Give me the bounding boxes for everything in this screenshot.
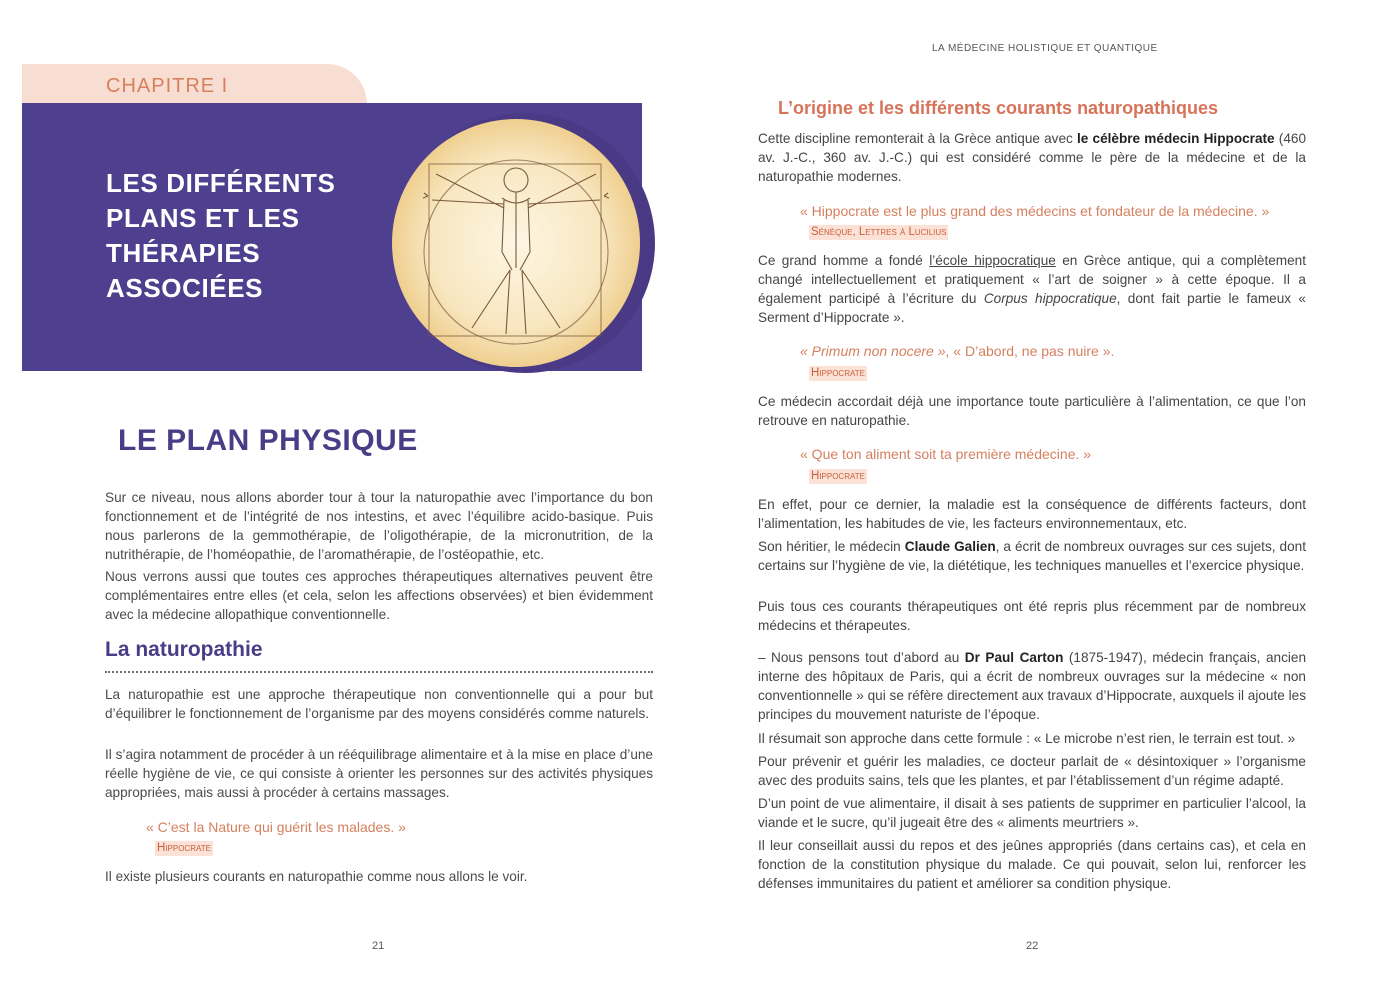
section-heading-naturopathie: La naturopathie [105,638,263,661]
plan-title: LE PLAN PHYSIQUE [118,424,418,457]
quote-nature: « C’est la Nature qui guérit les malades. » [146,819,406,835]
paragraph-formule: Il résumait son approche dans cette formule : « Le microbe n’est rien, le terrain est tout. » [758,731,1296,746]
quote-primum: « Primum non nocere », « D’abord, ne pas nuire ». [800,343,1115,359]
bold-galien: Claude Galien [904,539,996,554]
right-page [700,0,1400,990]
paragraph-galien: Son héritier, le médecin Claude Galien, a écrit de nombreux ouvrages sur ces sujets, dont certains sur l’hygiène de vie, la diététique, les techniques manuelles et l’exercice physique. [758,539,1306,573]
running-head: LA MÉDECINE HOLISTIQUE ET QUANTIQUE [932,43,1158,54]
quote-attribution-seneque: Sénèque, Lettres à Lucilius [811,226,947,238]
paragraph-repos: Il leur conseillait aussi du repos et des jeûnes appropriés (dans certains cas), et cela en fonction de la constitution physique du malade. Ce qui pouvait, selon lui, renforcer les défenses immunitaires du patient et améliorer sa condition physique. [758,838,1306,891]
paragraph-alimentation: Ce médecin accordait déjà une importance toute particulière à l’alimentation, ce que l’on retrouve en naturopathie. [758,394,1306,428]
bold-hippocrate: le célèbre médecin Hippocrate [1077,131,1275,146]
chapter-title: LES DIFFÉRENTS PLANS ET LES THÉRAPIES ASSOCIÉES [106,168,336,303]
page-number-left: 21 [372,940,385,952]
bold-carton: Dr Paul Carton [964,650,1064,665]
paragraph-alimentaire: D’un point de vue alimentaire, il disait à ses patients de supprimer en particulier l’alcool, la viande et le sucre, qu’il jugeait être des « aliments meurtriers ». [758,796,1306,830]
quote-attribution-primum: Hippocrate [811,367,865,379]
paragraph-courants: Puis tous ces courants thérapeutiques ont été repris plus récemment par de nombreux médecins et thérapeutes. [758,599,1306,633]
vitruvian-man-illustration [384,112,656,374]
paragraph-facteurs: En effet, pour ce dernier, la maladie est la conséquence de différents facteurs, dont l’alimentation, les habitudes de vie, les facteurs environnementaux, etc. [758,497,1306,531]
paragraph-carton: – Nous pensons tout d’abord au Dr Paul Carton (1875-1947), médecin français, ancien interne des hôpitaux de Paris, qui a écrit de nombreux ouvrages sur la médecine « non conventionnelle » qui se réfère directement aux travaux d’Hippocrate, auxquels il ajoute les principes du mouvement naturiste de l’époque. [758,650,1307,722]
quote-seneque: « Hippocrate est le plus grand des médecins et fondateur de la médecine. » [800,203,1270,219]
quote-aliment: « Que ton aliment soit ta première médecine. » [800,446,1092,462]
intro-paragraph-2: Nous verrons aussi que toutes ces approches thérapeutiques alternatives peuvent être complémentaires entre elles (et cela, selon les affections observées) et bien évidemment avec la médecine allopathique conventionnelle. [105,569,653,622]
paragraph-desintoxiquer: Pour prévenir et guérir les maladies, ce docteur parlait de « désintoxiquer » l’organisme avec des produits sains, tels que les plantes, et par l’établissement d’un régime adapté. [758,754,1306,788]
page-number-right: 22 [1026,940,1039,952]
naturopathie-paragraph-1: La naturopathie est une approche thérapeutique non conventionnelle qui a pour but d’équilibrer le fonctionnement de l’organisme par des moyens considérés comme naturels. [105,687,653,721]
intro-paragraph-1: Sur ce niveau, nous allons aborder tour à tour la naturopathie avec l’importance du bon fonctionnement et de l’intégrité de nos intestins, et avec l’équilibre acido-basique. Puis nous parlerons de la gemmothérapie, de l’oligothérapie, de la micronutrition, de la nutrithérapie, de l’homéopathie, de l’aromathérapie, de l’ostéopathie, etc. [105,490,653,562]
quote-attribution-aliment: Hippocrate [811,470,865,482]
paragraph-ecole: Ce grand homme a fondé l’école hippocratique en Grèce antique, qui a complètement changé intellectuellement et pratiquement « l’art de soigner » à cette époque. Il a également participé à l’écriture du Corpus hippocratique, dont fait partie le fameux « Serment d’Hippocrate ». [758,253,1306,325]
section-heading-origine: L’origine et les différents courants naturopathiques [778,98,1219,118]
paragraph-hippocrate: Cette discipline remonterait à la Grèce antique avec le célèbre médecin Hippocrate (460 av. J.-C., 360 av. J.-C.) qui est considéré comme le père de la médecine et de la naturopathie modernes. [758,131,1307,184]
naturopathie-paragraph-2: Il s’agira notamment de procéder à un rééquilibrage alimentaire et à la mise en place d’une réelle hygiène de vie, ce qui consiste à orienter les personnes sur des activités physiques appropriées, mais aussi à procéder à certains massages. [105,747,653,800]
chapter-label: CHAPITRE I [106,75,229,97]
section-divider [105,671,653,673]
closing-line: Il existe plusieurs courants en naturopathie comme nous allons le voir. [105,869,528,884]
ecole-hippocratique-link[interactable]: l’école hippocratique [929,253,1056,268]
quote-attribution: Hippocrate [157,842,211,854]
